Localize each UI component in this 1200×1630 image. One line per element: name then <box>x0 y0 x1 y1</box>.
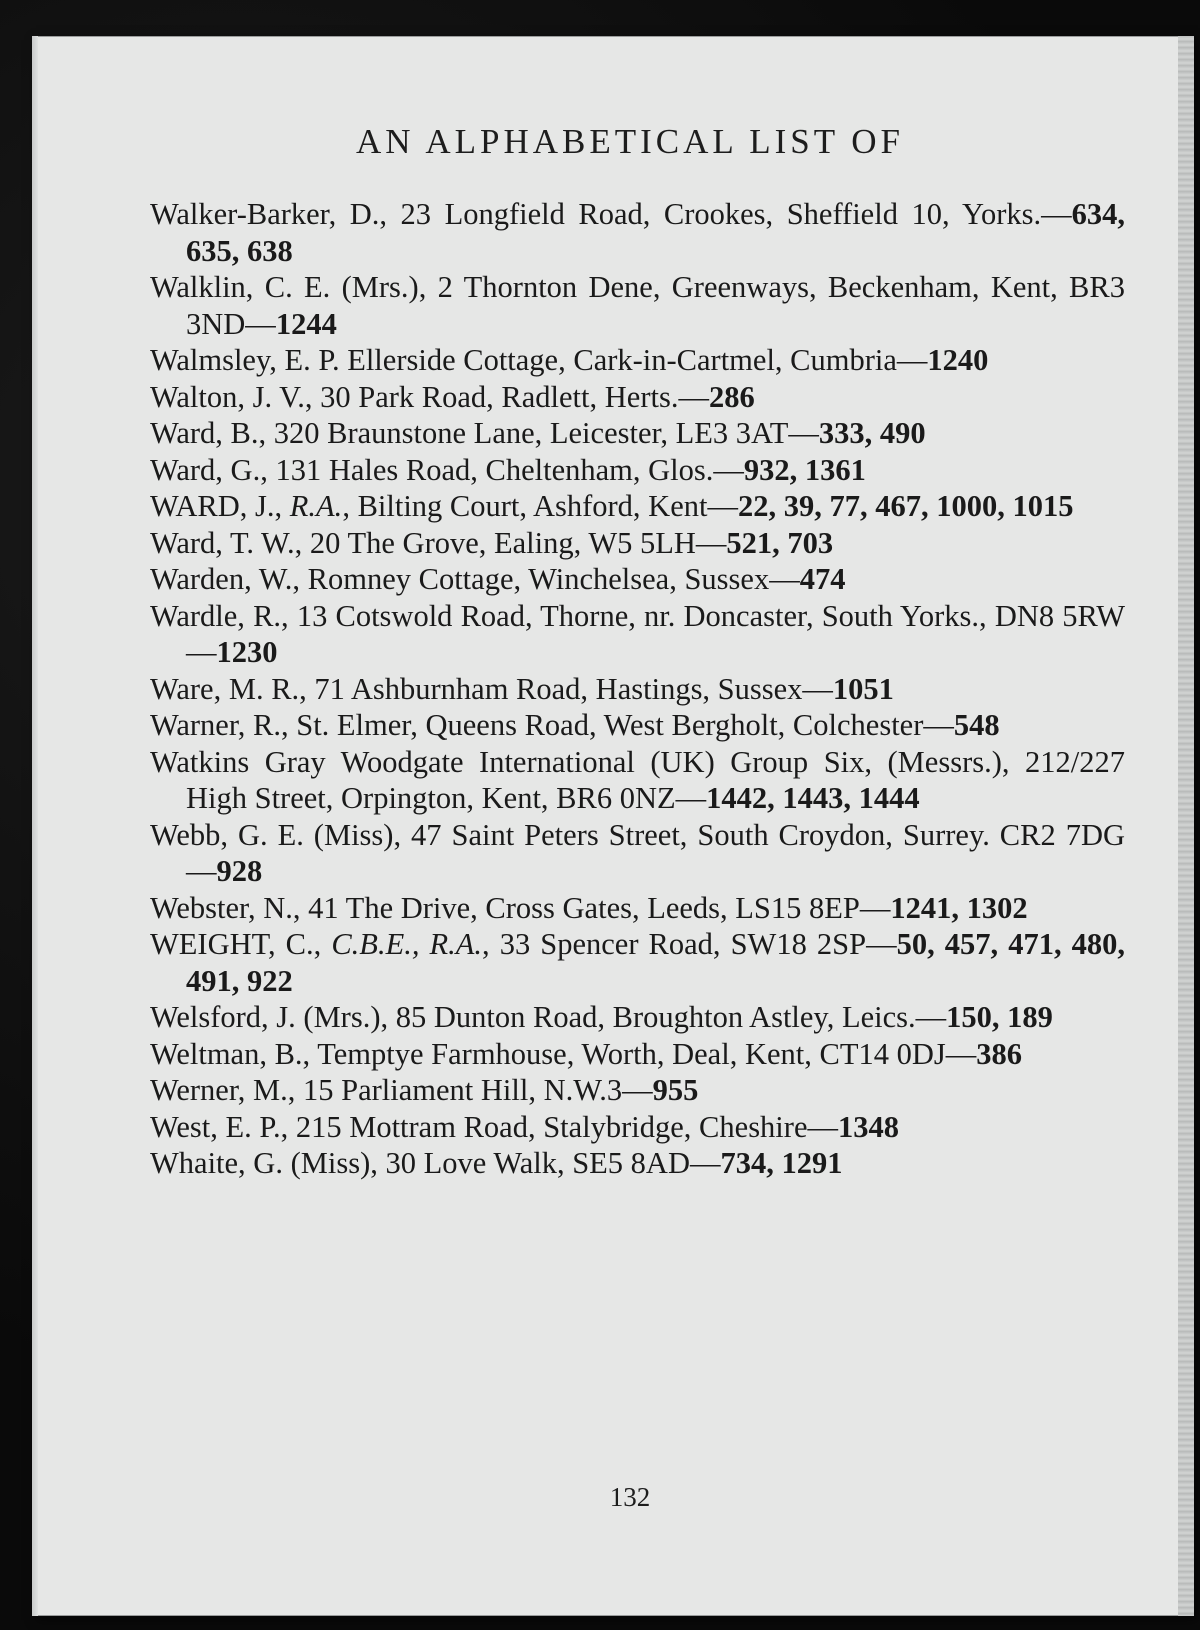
entry-name: Ward, T. W., <box>150 525 303 560</box>
list-entry <box>150 379 1125 416</box>
entry-references: 286 <box>708 379 755 414</box>
list-entry <box>150 488 1125 525</box>
entry-address: 71 Ashburnham Road, Hastings, Sussex— <box>306 671 833 706</box>
entry-address: St. Elmer, Queens Road, West Bergholt, Colchester— <box>288 708 954 742</box>
entry-name: West, E. P., <box>150 1109 289 1144</box>
page-fore-edge <box>1178 36 1194 1616</box>
entry-name: Whaite, G. (Miss), <box>150 1146 378 1180</box>
entry-references: 1230 <box>216 635 278 669</box>
entry-name: WARD, J., <box>150 489 283 523</box>
list-entry <box>150 269 1125 342</box>
entry-references: 1051 <box>832 671 894 706</box>
list-entry <box>150 415 1125 452</box>
entry-address: 30 Park Road, Radlett, Herts.— <box>312 379 709 414</box>
entry-references: 333, 490 <box>818 416 926 450</box>
entry-references: 932, 1361 <box>743 452 866 487</box>
entry-name: Walklin, C. E. (Mrs.), <box>150 270 427 304</box>
entry-address: 2 Thornton Dene, Greenways, Beckenham, Kent, BR3 3ND— <box>186 270 1125 341</box>
entry-name: Walmsley, E. P. <box>150 343 340 377</box>
entry-address: 15 Parliament Hill, N.W.3— <box>295 1073 653 1107</box>
list-entry <box>150 561 1125 598</box>
running-heading: AN ALPHABETICAL LIST OF <box>356 122 904 161</box>
entry-references: 634, 635, 638 <box>186 197 1125 268</box>
entry-name: Ware, M. R., <box>150 671 307 706</box>
entry-references: 50, 457, 471, 480, 491, 922 <box>186 927 1126 998</box>
entry-references: 521, 703 <box>726 525 834 560</box>
entry-address: 215 Mottram Road, Stalybridge, Cheshire— <box>288 1109 838 1144</box>
entry-references: 386 <box>976 1036 1022 1071</box>
list-entry <box>150 744 1125 817</box>
entry-references: 1240 <box>927 343 989 377</box>
entry-address: 212/227 High Street, Orpington, Kent, BR6 0NZ— <box>186 744 1125 815</box>
entry-references: 1348 <box>837 1109 899 1144</box>
entry-name: Watkins Gray Woodgate International (UK) Group Six, (Messrs.), <box>150 744 1010 779</box>
entry-address: 30 Love Walk, SE5 8AD— <box>377 1146 721 1180</box>
list-entry <box>150 598 1125 671</box>
entry-honours: C.B.E., R.A. <box>331 927 483 961</box>
entry-address: Ellerside Cottage, Cark-in-Cartmel, Cumbria— <box>339 343 928 377</box>
entry-name: Walton, J. V., <box>150 379 313 414</box>
entry-references: 150, 189 <box>946 1000 1053 1034</box>
list-entry <box>150 525 1125 562</box>
entry-name: Warner, R., <box>150 708 289 742</box>
entry-name: Webb, G. E. (Miss), <box>150 817 402 852</box>
page-number: 132 <box>609 1482 651 1512</box>
entry-address: 47 Saint Peters Street, South Croydon, Surrey. CR2 7DG— <box>186 817 1125 888</box>
entry-references: 1244 <box>275 306 337 341</box>
entry-address: , Bilting Court, Ashford, Kent— <box>342 489 738 523</box>
page-gutter <box>32 36 38 1616</box>
list-entry <box>150 1036 1125 1073</box>
list-entry <box>150 707 1125 744</box>
entry-references: 1241, 1302 <box>890 890 1028 925</box>
list-entry <box>150 1145 1125 1182</box>
entry-name: Webster, N., <box>150 890 301 925</box>
entry-references: 928 <box>216 854 263 888</box>
entry-address: Romney Cottage, Winchelsea, Sussex— <box>300 562 800 596</box>
list-entry <box>150 1072 1125 1109</box>
entry-address: 20 The Grove, Ealing, W5 5LH— <box>302 525 727 560</box>
list-entry <box>150 1109 1125 1146</box>
entry-references: 474 <box>799 562 846 596</box>
entry-honours: R.A. <box>289 489 343 523</box>
entry-references: 22, 39, 77, 467, 1000, 1015 <box>737 489 1074 523</box>
entry-address: Temptye Farmhouse, Worth, Deal, Kent, CT14 0DJ— <box>310 1036 977 1071</box>
list-entry <box>150 342 1125 379</box>
entry-name: Ward, G., <box>150 452 268 487</box>
list-entry <box>150 817 1125 890</box>
entry-name: Warden, W., <box>150 562 301 596</box>
entry-name: Werner, M., <box>150 1073 296 1107</box>
entry-references: 548 <box>953 708 1000 742</box>
list-entry <box>150 196 1125 269</box>
entry-name: WEIGHT, C., <box>150 927 322 961</box>
entry-references: 955 <box>652 1073 699 1107</box>
list-entry <box>150 452 1125 489</box>
entry-name: Wardle, R., <box>150 598 289 633</box>
entry-references: 1442, 1443, 1444 <box>706 781 920 815</box>
entry-address: 320 Braunstone Lane, Leicester, LE3 3AT— <box>266 416 819 450</box>
directory-list <box>150 196 1125 1182</box>
entry-name: Ward, B., <box>150 416 267 450</box>
entry-address: , 33 Spencer Road, SW18 2SP— <box>482 927 897 961</box>
entry-name: Welsford, J. (Mrs.), <box>150 1000 389 1034</box>
entry-references: 734, 1291 <box>720 1146 843 1180</box>
list-entry <box>150 890 1125 927</box>
entry-address: 85 Dunton Road, Broughton Astley, Leics.— <box>388 1000 947 1034</box>
entry-name: Weltman, B., <box>150 1036 311 1071</box>
list-entry <box>150 999 1125 1036</box>
entry-address: 23 Longfield Road, Crookes, Sheffield 10, Yorks.— <box>387 197 1072 231</box>
entry-address: 13 Cotswold Road, Thorne, nr. Doncaster, South Yorks., DN8 5RW— <box>186 598 1125 669</box>
list-entry <box>150 671 1125 708</box>
list-entry <box>150 926 1125 999</box>
entry-name: Walker-Barker, D., <box>150 197 388 231</box>
entry-address: 41 The Drive, Cross Gates, Leeds, LS15 8EP— <box>300 890 891 925</box>
entry-address: 131 Hales Road, Cheltenham, Glos.— <box>267 452 744 487</box>
